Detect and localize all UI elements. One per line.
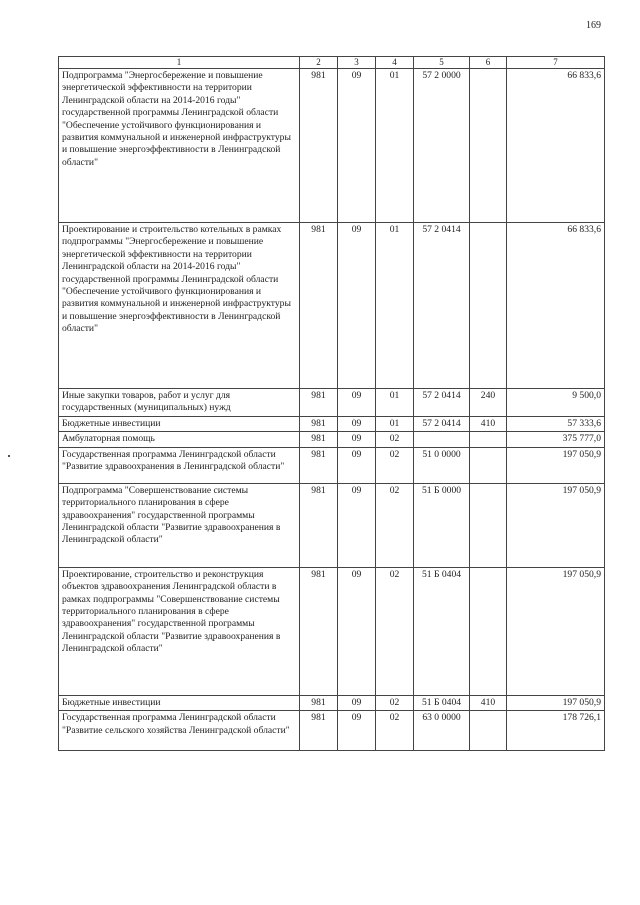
row-subsection-code: 02 [376,483,414,567]
row-section-code: 09 [338,695,376,710]
row-expense-type [470,483,507,567]
row-name: Бюджетные инвестиции [59,417,300,432]
row-ministry-code: 981 [300,695,338,710]
row-target-article: 57 2 0000 [414,69,470,223]
table-row [59,695,605,710]
row-subsection-code: 02 [376,711,414,751]
row-section-code: 09 [338,447,376,483]
row-amount: 9 500,0 [507,389,605,417]
row-name: Проектирование и строительство котельных в рамках подпрограммы "Энергосбережение и повышение энергетической эффективности на территории Ленинградской области на 2014-2016 годы" государственной программы Ленинградской области "Обеспечение устойчивого функционирования и развития коммунальной и инженерной инфраструктуры и повышение энергоэффективности в Ленинградской области" [59,223,300,389]
row-subsection-code: 01 [376,223,414,389]
row-amount: 57 333,6 [507,417,605,432]
row-amount: 66 833,6 [507,69,605,223]
row-expense-type [470,567,507,695]
row-amount: 66 833,6 [507,223,605,389]
row-ministry-code: 981 [300,483,338,567]
row-amount: 375 777,0 [507,432,605,447]
row-expense-type [470,711,507,751]
row-amount: 197 050,9 [507,695,605,710]
row-subsection-code: 01 [376,417,414,432]
row-section-code: 09 [338,711,376,751]
row-subsection-code: 01 [376,69,414,223]
row-amount: 197 050,9 [507,567,605,695]
column-number-2: 2 [300,57,338,69]
row-target-article: 51 Б 0404 [414,567,470,695]
row-name: Иные закупки товаров, работ и услуг для государственных (муниципальных) нужд [59,389,300,417]
row-ministry-code: 981 [300,389,338,417]
row-target-article: 51 0 0000 [414,447,470,483]
row-target-article: 51 Б 0404 [414,695,470,710]
row-subsection-code: 02 [376,432,414,447]
row-section-code: 09 [338,567,376,695]
row-name: Государственная программа Ленинградской области "Развитие здравоохранения в Ленинградской области" [59,447,300,483]
row-ministry-code: 981 [300,69,338,223]
row-amount: 197 050,9 [507,447,605,483]
row-target-article: 57 2 0414 [414,417,470,432]
column-number-7: 7 [507,57,605,69]
row-target-article: 63 0 0000 [414,711,470,751]
table-row [59,483,605,567]
budget-table [58,56,605,751]
column-number-5: 5 [414,57,470,69]
row-subsection-code: 02 [376,447,414,483]
row-expense-type [470,69,507,223]
row-expense-type [470,432,507,447]
row-section-code: 09 [338,483,376,567]
row-expense-type: 410 [470,417,507,432]
table-row [59,711,605,751]
row-target-article: 57 2 0414 [414,223,470,389]
row-ministry-code: 981 [300,223,338,389]
scan-speck [8,455,10,457]
row-ministry-code: 981 [300,447,338,483]
row-target-article: 57 2 0414 [414,389,470,417]
row-expense-type: 240 [470,389,507,417]
row-name: Амбулаторная помощь [59,432,300,447]
row-target-article [414,432,470,447]
table-row [59,447,605,483]
row-section-code: 09 [338,432,376,447]
row-expense-type [470,223,507,389]
row-section-code: 09 [338,417,376,432]
table-row [59,69,605,223]
table-row [59,389,605,417]
row-section-code: 09 [338,223,376,389]
row-name: Проектирование, строительство и реконструкция объектов здравоохранения Ленинградской области в рамках подпрограммы "Совершенствование системы территориального планирования в сфере здравоохранения" государственной программы Ленинградской области "Развитие здравоохранения в Ленинградской области" [59,567,300,695]
page-number: 169 [586,20,601,31]
row-section-code: 09 [338,69,376,223]
row-amount: 178 726,1 [507,711,605,751]
row-ministry-code: 981 [300,567,338,695]
row-name: Бюджетные инвестиции [59,695,300,710]
row-name: Государственная программа Ленинградской области "Развитие сельского хозяйства Ленинградской области" [59,711,300,751]
column-number-3: 3 [338,57,376,69]
column-number-4: 4 [376,57,414,69]
row-name: Подпрограмма "Совершенствование системы территориального планирования в сфере здравоохранения" государственной программы Ленинградской области "Развитие здравоохранения в Ленинградской области" [59,483,300,567]
column-number-6: 6 [470,57,507,69]
row-expense-type: 410 [470,695,507,710]
row-ministry-code: 981 [300,432,338,447]
table-row [59,223,605,389]
row-expense-type [470,447,507,483]
row-name: Подпрограмма "Энергосбережение и повышение энергетической эффективности на территории Ленинградской области на 2014-2016 годы" государственной программы Ленинградской области "Обеспечение устойчивого функционирования и развития коммунальной и инженерной инфраструктуры и повышение энергоэффективности в Ленинградской области" [59,69,300,223]
table-row [59,432,605,447]
row-amount: 197 050,9 [507,483,605,567]
row-section-code: 09 [338,389,376,417]
table-row [59,417,605,432]
row-subsection-code: 02 [376,695,414,710]
table-row [59,567,605,695]
row-subsection-code: 02 [376,567,414,695]
row-subsection-code: 01 [376,389,414,417]
header-row [59,57,605,69]
row-target-article: 51 Б 0000 [414,483,470,567]
column-number-1: 1 [59,57,300,69]
row-ministry-code: 981 [300,417,338,432]
row-ministry-code: 981 [300,711,338,751]
